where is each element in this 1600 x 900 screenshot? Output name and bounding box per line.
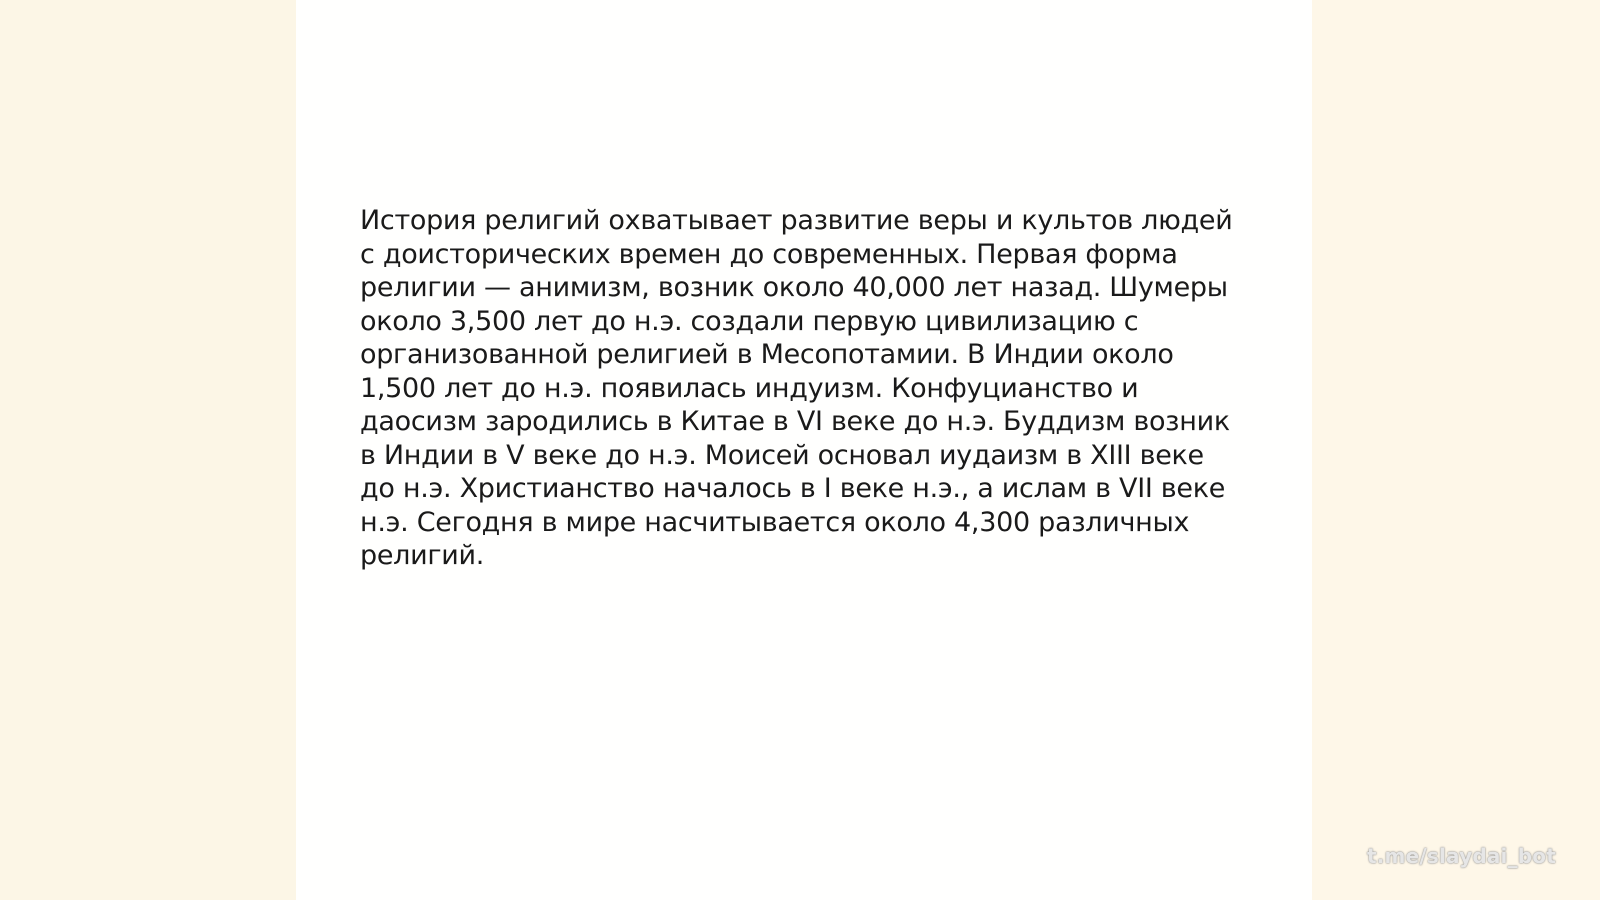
slide-body-text: История религий охватывает развитие веры и культов людей с доисторических времен до современных. Первая форма религии — анимизм, возник около 40,000 лет назад. Шумеры около 3,500 лет до н.э. создали первую цивилизацию с организованной религией в Месопотамии. В Индии около 1,500 лет до н.э. появилась индуизм. Конфуцианство и даосизм зародились в Китае в VI веке до н.э. Буддизм возник в Индии в V веке до н.э. Моисей основал иудаизм в XIII веке до н.э. Христианство началось в I веке н.э., а ислам в VII веке н.э. Сегодня в мире насчитывается около 4,300 различных религий.	[360, 205, 1233, 571]
left-background-strip	[0, 0, 296, 900]
right-background-strip	[1312, 0, 1600, 900]
watermark-label: t.me/slaydai_bot	[1366, 844, 1556, 868]
